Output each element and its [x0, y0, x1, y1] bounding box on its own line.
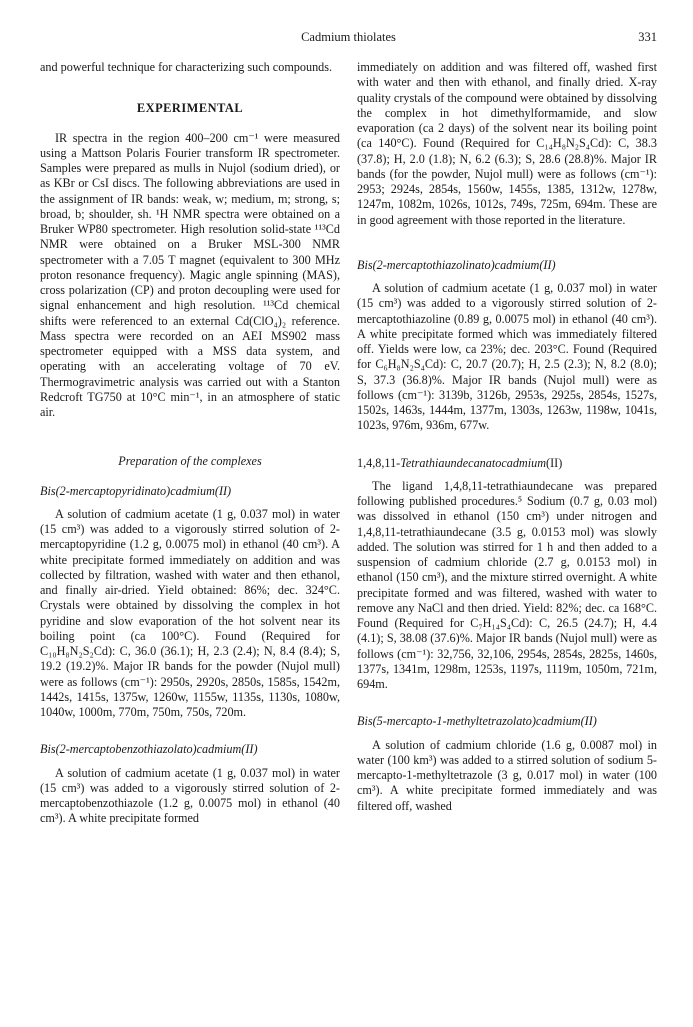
compound-1-title: Bis(2-mercaptopyridinato)cadmium(II)	[40, 483, 232, 498]
compound-3-paragraph: A solution of cadmium acetate (1 g, 0.037 mol) in water (15 cm³) was added to a vigorously stirred solution of 2-mercaptothiazoline (0.89 g, 0.0075 mol) in ethanol (40 cm³). A white precipitate formed which was immediately filtered off. Yields were low, ca 23%; dec. 203°C. Found (Required for C₆H₈N₂S₄Cd): C, 20.7 (20.7); H, 2.5 (2.3); N, 8.2 (8.0); S, 37.3 (36.8)%. Major IR bands (Nujol mull) were as follows (cm⁻¹): 3139b, 3126b, 2953s, 2925s, 2854s, 1527s, 1502s, 1463s, 1444m, 1377m, 1303s, 1263w, 1198w, 1041s, 1023s, 976m, 936m, 677w.	[357, 281, 657, 433]
running-title: Cadmium thiolates	[301, 30, 396, 44]
compound-4-paragraph: The ligand 1,4,8,11-tetrathiaundecane was prepared following published procedures.⁵ Sodium (0.7 g, 0.03 mol) was dissolved in ethanol (150 cm³) under nitrogen and 1,4,8,11-tetrathiaundecane (3.5 g, 0.0153 mol) was slowly added. The solution was stirred for 1 h and then added to a suspension of cadmium chloride (2.7 g, 0.0153 mol) in ethanol (150 cm³), and the mixture stirred overnight. A white precipitate formed and was filtered, washed with water to remove any NaCl and then dried. Yield: 82%; dec. ca 168°C. Found (Required for C₇H₁₄S₄Cd): C, 26.5 (24.7); H, 4.4 (4.1); S, 38.08 (37.6)%. Major IR bands (Nujol mull) were as follows (cm⁻¹): 32,756, 32,106, 2954s, 2854s, 2825s, 1460s, 1377s, 1341m, 1298m, 1253s, 1197s, 1119m, 1050m, 721m, 694m.	[357, 478, 657, 691]
compound-4-title	[357, 456, 657, 471]
experimental-heading: EXPERIMENTAL	[136, 101, 244, 116]
compound-5-paragraph: A solution of cadmium chloride (1.6 g, 0.0087 mol) in water (100 km³) was added to a stirred solution of sodium 5-mercapto-1-methyltetrazole (3 g, 0.017 mol) in water (100 cm³). A white precipitate formed immediately and was filtered off, washed	[357, 737, 657, 813]
compound-1-paragraph: A solution of cadmium acetate (1 g, 0.037 mol) in water (15 cm³) was added to a vigorously stirred solution of 2-mercaptopyridine (1.2 g, 0.0075 mol) in ethanol (40 cm³). A white precipitate formed immediately on addition and was collected by filtration, washed with water and then ethanol, and finally air-dried. Yield obtained: 86%; dec. 324°C. Crystals were obtained by dissolving the complex in hot pyridine and slow evaporation of the hot solvent near its boiling point (ca 100°C). Found (Required for C₁₀H₈N₂S₂Cd): C, 36.0 (36.1); H, 2.3 (2.4); N, 8.4 (8.4); S, 19.2 (19.2)%. Major IR bands for the powder (Nujol mull) were as follows (cm⁻¹): 2950s, 2920s, 2850s, 1585s, 1542m, 1442s, 1415s, 1375w, 1260w, 1155w, 1135s, 1130s, 1080w, 1040w, 1000m, 770m, 750m, 750s, 720m.	[40, 506, 340, 719]
left-column	[40, 60, 340, 827]
compound-4-title-main: Tetrathiaundecanatocadmium	[400, 455, 547, 470]
compound-4-title-suffix: (II)	[546, 455, 563, 470]
running-head	[40, 30, 657, 50]
preparation-heading: Preparation of the complexes	[118, 454, 262, 469]
compound-5-title: Bis(5-mercapto-1-methyltetrazolato)cadmium(II)	[357, 714, 597, 729]
intro-paragraph-end: and powerful technique for characterizing such compounds.	[40, 60, 333, 74]
page-number: 331	[638, 30, 657, 44]
experimental-paragraph: IR spectra in the region 400–200 cm⁻¹ were measured using a Mattson Polaris Fourier transform IR spectrometer. Samples were prepared as mulls in Nujol (sodium dried), or as KBr or CsI discs. The following abbreviations are used in the assignment of IR bands: weak, w; medium, m; strong, s; broad, b; shoulder, sh. ¹H NMR spectra were obtained on a Bruker WP80 spectrometer. High resolution solid-state ¹¹³Cd NMR were obtained on a Bruker MSL-300 NMR spectrometer with a 7.05 T magnet (equivalent to 300 MHz proton resonance frequency). Magic angle spinning (MAS), cross polarization (CP) and proton decoupling were used for signal enhancement and high resolution. ¹¹³Cd chemical shifts were referenced to an external Cd(ClO₄)₂ reference. Mass spectra were recorded on an AEI MS902 mass spectrometer equipped with a MSS data system, and operating with an accelerating voltage of 70 eV. Thermogravimetric analysis was carried out with a Stanton Redcroft TG750 at 10°C min⁻¹, in an atmosphere of static air.	[40, 130, 340, 419]
compound-2-continuation: immediately on addition and was filtered off, washed first with water and then with ethanol, and finally dried. X-ray quality crystals of the compound were obtained by dissolving the complex in hot dimethylformamide, and slow evaporation (ca 2 days) of the solvent near its boiling point (ca 140°C). Found (Required for C₁₄H₈N₂S₄Cd): C, 38.3 (37.8); H, 2.0 (1.8); N, 6.2 (6.3); S, 28.6 (28.8)%. Major IR bands (for the powder, Nujol mull) were as follows (cm⁻¹): 2953; 2924s, 2854s, 1560w, 1455s, 1385, 1312w, 1278w, 1247m, 1082m, 1026s, 1012s, 749s, 725m, 694m. These are in good agreement with those reported in the literature.	[357, 60, 657, 227]
compound-4-title-prefix: 1,4,8,11-	[357, 455, 401, 470]
right-column	[357, 60, 657, 814]
compound-3-title: Bis(2-mercaptothiazolinato)cadmium(II)	[357, 257, 556, 272]
compound-2-paragraph: A solution of cadmium acetate (1 g, 0.037 mol) in water (15 cm³) was added to a vigorously stirred solution of 2-mercaptobenzothiazole (1.2 g, 0.0075 mol) in ethanol (40 cm³). A white precipitate formed	[40, 765, 340, 826]
compound-2-title: Bis(2-mercaptobenzothiazolato)cadmium(II)	[40, 742, 258, 757]
